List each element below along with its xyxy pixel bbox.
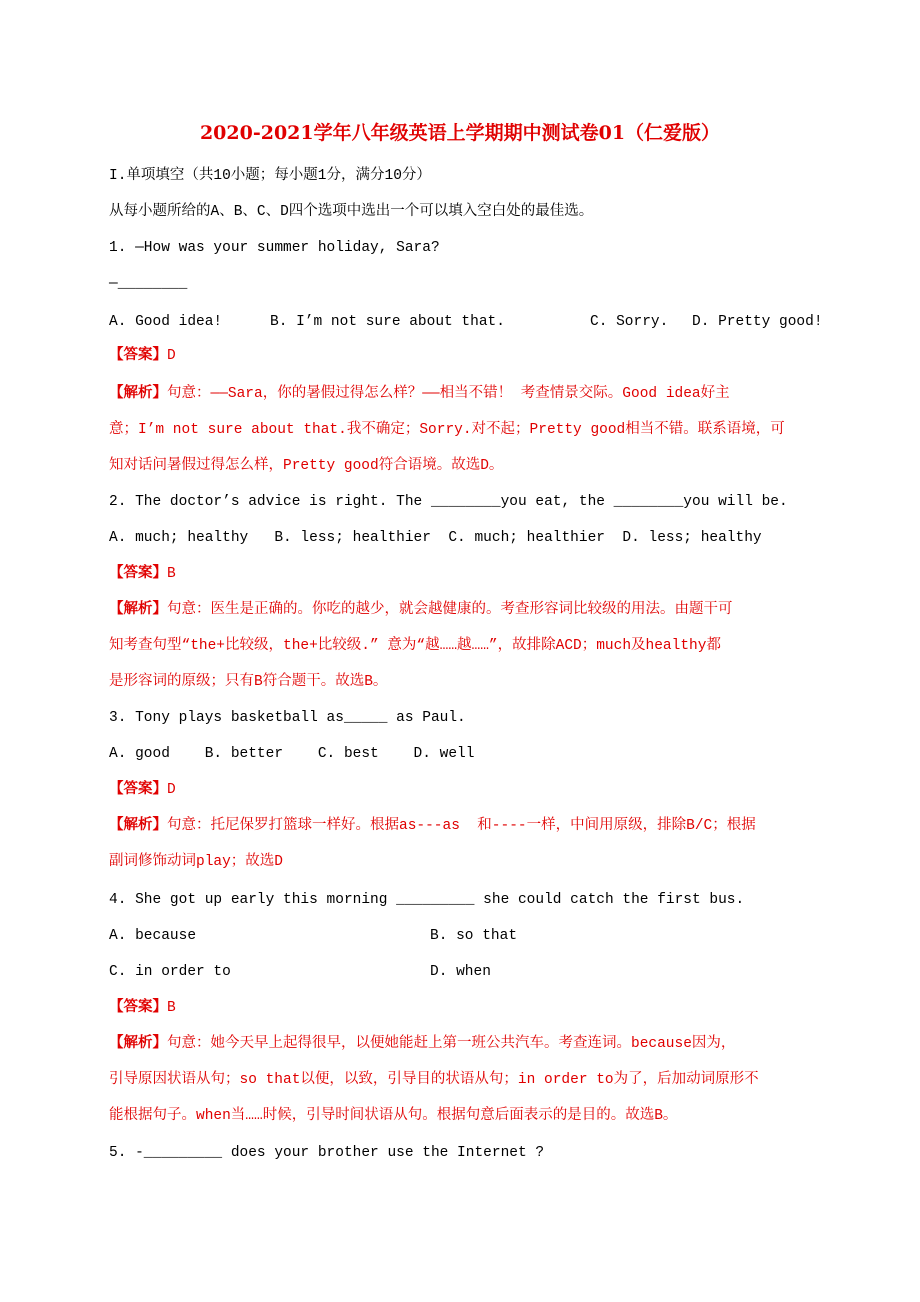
question-1-blank: —________ <box>109 276 188 292</box>
question-3-options: A. good B. better C. best D. well <box>109 746 475 762</box>
question-1-option-c: C. Sorry. <box>590 314 669 330</box>
question-4-option-a: A. because <box>109 928 197 944</box>
analysis-text: 句意：她今天早上起得很早，以便她能赶上第一班公共汽车。考查连词。because因为， <box>167 1036 736 1052</box>
question-2-stem: 2. The doctor’s advice is right. The ________you eat, the ________you will be. <box>109 494 788 510</box>
question-1-option-a: A. Good idea! <box>109 314 223 330</box>
question-4-answer <box>109 998 819 1018</box>
answer-value: B <box>167 566 176 582</box>
question-2-analysis-line <box>109 600 819 620</box>
answer-value: B <box>167 1000 176 1016</box>
question-2-analysis-line: 是形容词的原级；只有B符合题干。故选B。 <box>109 674 388 690</box>
answer-label: 【答案】 <box>109 1000 167 1016</box>
analysis-text: 句意：——Sara，你的暑假过得怎么样？——相当不错！ 考查情景交际。Good idea好主 <box>167 386 730 402</box>
question-4-option-b: B. so that <box>430 928 518 944</box>
answer-label: 【答案】 <box>109 782 167 798</box>
answer-label: 【答案】 <box>109 566 167 582</box>
question-4-option-d: D. when <box>430 964 491 980</box>
question-4-stem: 4. She got up early this morning _________ she could catch the first bus. <box>109 892 745 908</box>
question-1-option-b: B. I’m not sure about that. <box>270 314 505 330</box>
question-4-analysis-line <box>109 1034 819 1054</box>
question-1-analysis-line: 意；I’m not sure about that.我不确定；Sorry.对不起；Pretty good相当不错。联系语境，可 <box>109 422 785 438</box>
question-3-stem: 3. Tony plays basketball as_____ as Paul. <box>109 710 466 726</box>
question-4-option-c: C. in order to <box>109 964 231 980</box>
question-2-options: A. much; healthy B. less; healthier C. much; healthier D. less; healthy <box>109 530 762 546</box>
analysis-label: 【解析】 <box>109 818 167 834</box>
question-4-analysis-line: 能根据句子。when当……时候，引导时间状语从句。根据句意后面表示的是目的。故选B。 <box>109 1108 678 1124</box>
question-1-stem: 1. —How was your summer holiday, Sara? <box>109 240 440 256</box>
analysis-text: 句意：医生是正确的。你吃的越少，就会越健康的。考查形容词比较级的用法。由题干可 <box>167 602 733 618</box>
question-3-answer <box>109 780 819 800</box>
analysis-label: 【解析】 <box>109 602 167 618</box>
question-3-analysis-line <box>109 816 819 836</box>
question-1-answer <box>109 346 819 366</box>
question-1-analysis-line <box>109 384 819 404</box>
question-2-analysis-line: 知考查句型“the+比较级，the+比较级.” 意为“越……越……”，故排除ACD；much及healthy都 <box>109 638 721 654</box>
analysis-text: 句意：托尼保罗打篮球一样好。根据as---as 和----一样，中间用原级，排除B/C；根据 <box>167 818 756 834</box>
section-instruction: 从每小题所给的A、B、C、D四个选项中选出一个可以填入空白处的最佳选。 <box>109 204 594 220</box>
answer-label: 【答案】 <box>109 348 167 364</box>
analysis-label: 【解析】 <box>109 386 167 402</box>
question-1-option-d: D. Pretty good! <box>692 314 823 330</box>
question-1-analysis-line: 知对话问暑假过得怎么样，Pretty good符合语境。故选D。 <box>109 458 504 474</box>
answer-value: D <box>167 348 176 364</box>
question-4-analysis-line: 引导原因状语从句；so that以便，以致，引导目的状语从句；in order to为了，后加动词原形不 <box>109 1072 759 1088</box>
section-heading: I.单项填空（共10小题；每小题1分，满分10分） <box>109 168 431 184</box>
page-title: 2020-2021学年八年级英语上学期期中测试卷01（仁爱版） <box>199 122 721 144</box>
question-2-answer <box>109 564 819 584</box>
question-5-stem: 5. -_________ does your brother use the Internet ? <box>109 1145 545 1161</box>
answer-value: D <box>167 782 176 798</box>
analysis-label: 【解析】 <box>109 1036 167 1052</box>
question-3-analysis-line: 副词修饰动词play；故选D <box>109 854 284 870</box>
